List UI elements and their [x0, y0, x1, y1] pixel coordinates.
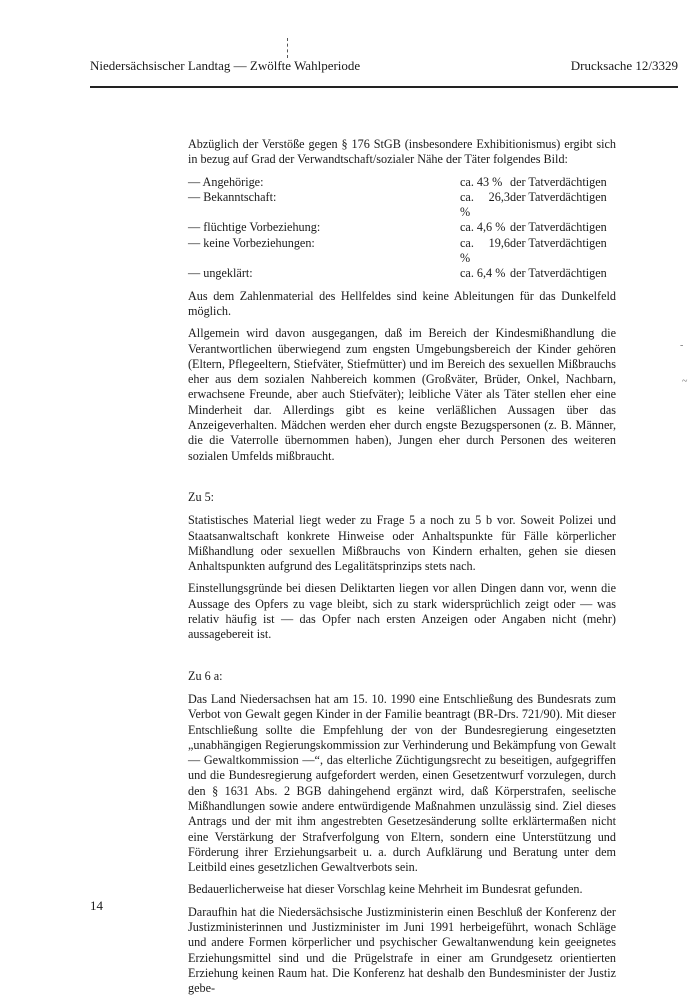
intro-paragraph: Abzüglich der Verstöße gegen § 176 StGB (insbesondere Exhibitionismus) ergibt sich in bezug auf Grad der Verwandtschaft/sozialer Nähe der Täter folgendes Bild: [188, 137, 616, 167]
body-paragraph: Statistisches Material liegt weder zu Frage 5 a noch zu 5 b vor. Soweit Polizei und Staatsanwaltschaft konkrete Hinweise oder Anhaltspunkte für Fälle körperlicher Mißhandlung oder sexuellen Mißbrauchs von Kindern erhalten, gehen sie diesen Anhaltspunkten aufgrund des Legalitätsprinzips stets nach. [188, 513, 616, 574]
margin-mark: ~ [682, 376, 688, 387]
stat-value: ca. 6,4 % [460, 266, 506, 281]
header-rule [90, 86, 678, 88]
body-paragraph: Allgemein wird davon ausgegangen, daß im Bereich der Kindesmißhandlung die Verantwortlichen überwiegend zum engsten Umgebungsbereich der Kinder gehören (Eltern, Pflegeeltern, Stiefväter, Stiefmütter) und im Bereich des sexuellen Mißbrauchs eher aus dem sozialen Nahbereich kommen (Großväter, Brüder, Onkel, Nachbarn, erwachsene Freunde, aber auch Stiefväter); leibliche Väter als Täter stellen eher eine Minderheit dar. Allerdings gibt es keine verläßlichen Aussagen über das Anzeigeverhalten. Mädchen werden eher durch engste Bezugspersonen (z. B. Männer, die die Vaterrolle übernommen haben), Jungen eher durch Personen des weiteren sozialen Umfelds mißbraucht. [188, 326, 616, 463]
header-right: Drucksache 12/3329 [570, 58, 678, 73]
section-heading: Zu 6 a: [188, 668, 223, 683]
stat-label: — ungeklärt: [188, 266, 253, 281]
header-left: Niedersächsischer Landtag — Zwölfte Wahlperiode [90, 58, 361, 73]
stat-suffix: der Tatverdächtigen [510, 189, 607, 204]
stat-value: ca. 19,6 % [460, 235, 510, 266]
stat-row [188, 266, 616, 281]
stat-label: — Angehörige: [188, 174, 264, 189]
stat-label: — keine Vorbeziehungen: [188, 235, 315, 250]
stat-label: — flüchtige Vorbeziehung: [188, 220, 321, 235]
body-paragraph: Aus dem Zahlenmaterial des Hellfeldes sind keine Ableitungen für das Dunkelfeld möglich. [188, 288, 616, 318]
stats-list [188, 175, 616, 282]
page-header [90, 58, 678, 74]
body-paragraph: Das Land Niedersachsen hat am 15. 10. 1990 eine Entschließung des Bundesrats zum Verbot von Gewalt gegen Kinder in der Familie beantragt (BR-Drs. 721/90). Mit dieser Entschließung sollte die Empfehlung der von der Bundesregierung eingesetzten „unabhängigen Regierungskommission zur Verhinderung und Bekämpfung von Gewalt — Gewaltkommission —“, das elterliche Züchtigungsrecht zu beseitigen, aufgegriffen und die Bundesregierung aufgefordert werden, einen Gesetzentwurf vorzulegen, durch den § 1631 Abs. 2 BGB dahingehend ergänzt wird, daß Körperstrafen, seelische Mißhandlungen sowie andere entwürdigende Maßnahmen unzulässig sind. Ziel dieses Antrags und der mit ihm angestrebten Gesetzesänderung sollte erklärtermaßen nicht eine Verstärkung der Strafverfolgung von Eltern, sondern eine Unterstützung und Förderung ihrer Erziehungsarbeit u. a. durch Aufklärung und Beratung unter dem Leitbild eines gesetzlichen Gewaltverbots sein. [188, 691, 616, 875]
scan-artifact [287, 38, 289, 58]
margin-mark: - [680, 340, 684, 351]
stat-label: — Bekanntschaft: [188, 189, 277, 204]
stat-row [188, 236, 616, 267]
stat-row [188, 175, 616, 190]
stat-suffix: der Tatverdächtigen [510, 235, 607, 250]
page-number: 14 [90, 898, 103, 913]
section-heading: Zu 5: [188, 489, 215, 504]
stat-suffix: der Tatverdächtigen [510, 220, 607, 235]
stat-suffix: der Tatverdächtigen [510, 174, 607, 189]
stat-value: ca. 4,6 % [460, 220, 506, 235]
stat-value: ca. 26,3 % [460, 189, 510, 220]
stat-row [188, 190, 616, 221]
page-body [188, 137, 616, 1004]
body-paragraph: Einstellungsgründe bei diesen Deliktarten liegen vor allen Dingen dann vor, wenn die Aussage des Opfers zu vage bleibt, sich zu stark widersprüchlich zeigt oder — was relativ häufig ist — das Opfer nach ersten Anzeigen oder Angaben nicht (mehr) aussagebereit ist. [188, 581, 616, 642]
body-paragraph: Daraufhin hat die Niedersächsische Justizministerin einen Beschluß der Konferenz der Justizministerinnen und Justizminister im Juni 1991 herbeigeführt, wonach Schläge und andere Formen körperlicher und psychischer Gewaltanwendung kein geeignetes Erziehungsmittel sind und die Prügelstrafe in einer am Grundgesetz orientierten Erziehung keinen Raum hat. Die Konferenz hat deshalb den Bundesminister der Justiz gebe- [188, 904, 616, 996]
body-paragraph: Bedauerlicherweise hat dieser Vorschlag keine Mehrheit im Bundesrat gefunden. [188, 882, 583, 897]
stat-suffix: der Tatverdächtigen [510, 266, 607, 281]
stat-row [188, 220, 616, 235]
stat-value: ca. 43 % [460, 174, 503, 189]
